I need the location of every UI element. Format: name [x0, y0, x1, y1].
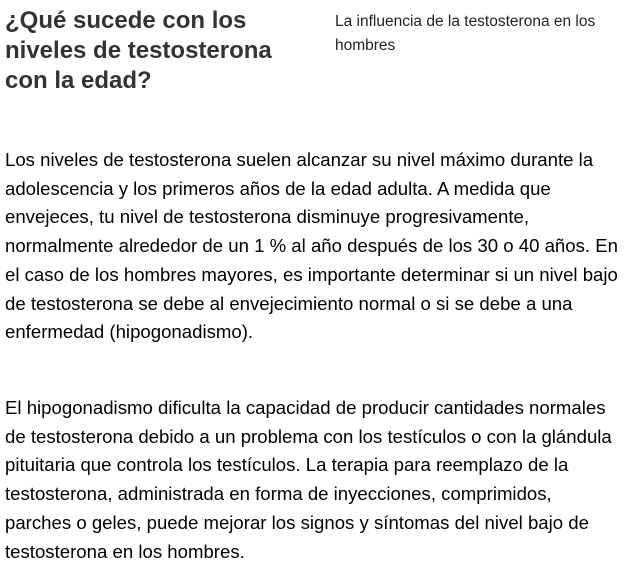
paragraph-hypogonadism: El hipogonadismo dificulta la capacidad de producir cantidades normales de testosterona debido a un problema con los testículos o con la glándula pituitaria que controla los testículos. La terapia para reemplazo de la testosterona, administrada en forma de inyecciones, comprimidos, parches o geles, puede mejorar los signos y síntomas del nivel bajo de testosterona en los hombres. [5, 397, 612, 562]
paragraph-aging-levels: Los niveles de testosterona suelen alcanzar su nivel máximo durante la adolescencia y los primeros años de la edad adulta. A medida que envejeces, tu nivel de testosterona disminuye progresivamente, normalmente alrededor de un 1 % al año después de los 30 o 40 años. En el caso de los hombres mayores, es importante determinar si un nivel bajo de testosterona se debe al envejecimiento normal o si se debe a una enfermedad (hipogonadismo). [5, 149, 618, 343]
related-article-link[interactable]: La influencia de la testosterona en los hombres [335, 13, 596, 54]
section-heading: ¿Qué sucede con los niveles de testosterona con la edad? [5, 7, 272, 94]
article-header [5, 6, 625, 128]
